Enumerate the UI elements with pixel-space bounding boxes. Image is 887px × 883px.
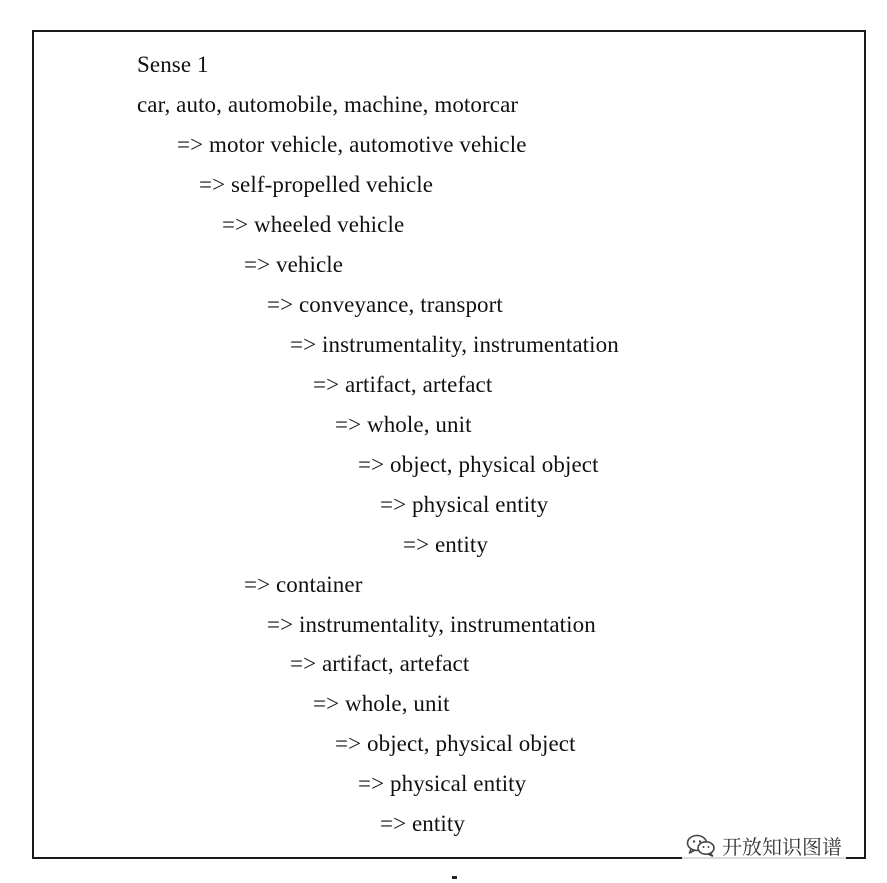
synset-line-9: => object, physical object	[358, 452, 599, 477]
synset-line-12: => container	[244, 572, 363, 597]
synset-line-3: => wheeled vehicle	[222, 212, 405, 237]
wechat-icon	[686, 833, 716, 857]
synset-line-18: => entity	[380, 811, 465, 836]
sense-heading: Sense 1	[137, 52, 209, 77]
synset-line-15: => whole, unit	[313, 691, 450, 716]
synset-line-2: => self-propelled vehicle	[199, 172, 434, 197]
watermark-text: 开放知识图谱	[722, 834, 842, 859]
synset-line-7: => artifact, artefact	[313, 372, 493, 397]
synset-line-1: => motor vehicle, automotive vehicle	[177, 132, 527, 157]
synset-line-10: => physical entity	[380, 492, 549, 517]
synset-line-4: => vehicle	[244, 252, 344, 277]
synset-line-11: => entity	[403, 532, 488, 557]
synset-line-16: => object, physical object	[335, 731, 576, 756]
watermark	[682, 830, 846, 860]
page-mark	[452, 876, 457, 879]
synset-line-0: car, auto, automobile, machine, motorcar	[137, 92, 519, 117]
synset-line-13: => instrumentality, instrumentation	[267, 612, 596, 637]
synset-line-14: => artifact, artefact	[290, 651, 470, 676]
synset-line-5: => conveyance, transport	[267, 292, 503, 317]
synset-line-17: => physical entity	[358, 771, 527, 796]
synset-line-8: => whole, unit	[335, 412, 472, 437]
synset-line-6: => instrumentality, instrumentation	[290, 332, 619, 357]
